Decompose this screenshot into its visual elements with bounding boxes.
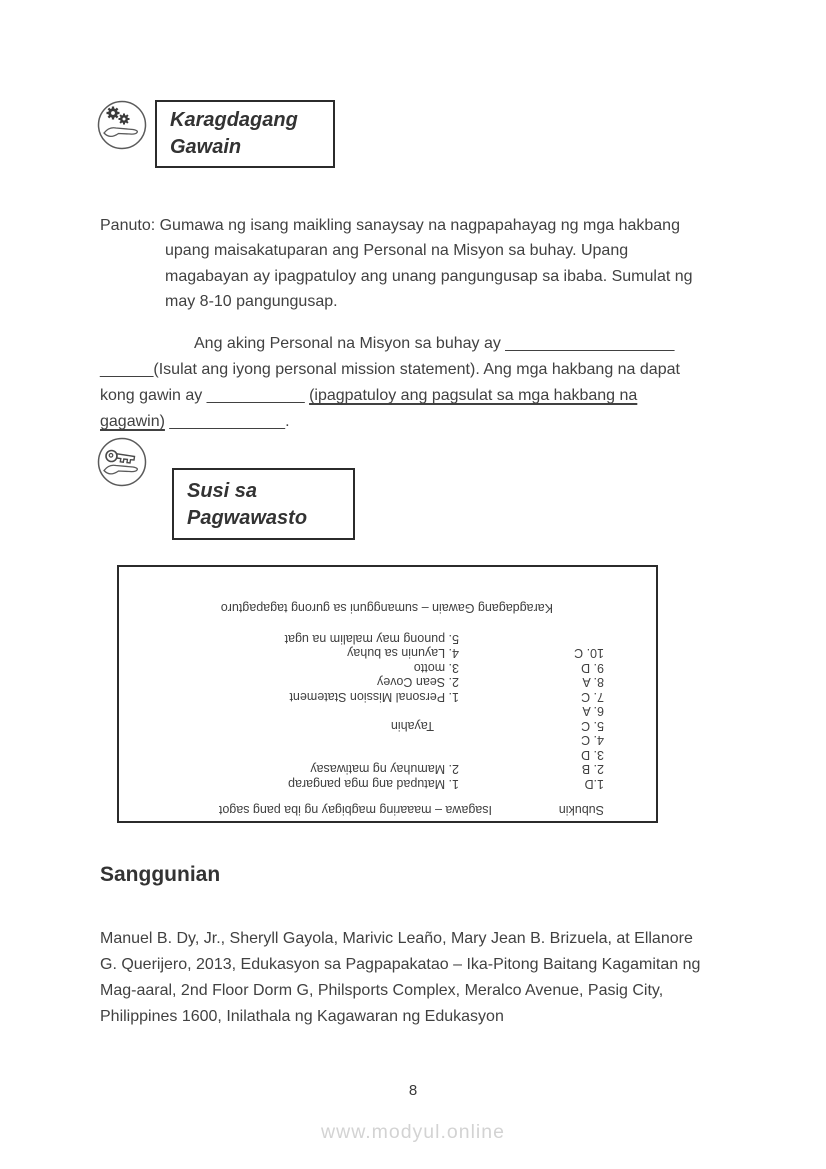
subukin-header: Subukin — [558, 803, 604, 817]
susi-sa-pagwawasto-title-box — [172, 468, 355, 540]
essay-line: Ang aking Personal na Misyon sa buhay ay ___________________ — [194, 335, 675, 352]
reference-line: Philippines 1600, Inilathala ng Kagawaran ng Edukasyon — [100, 1008, 504, 1025]
hand-key-icon — [97, 437, 147, 487]
watermark: www.modyul.online — [321, 1121, 505, 1143]
reference-line: Manuel B. Dy, Jr., Sheryll Gayola, Marivic Leaño, Mary Jean B. Brizuela, at Ellanore — [100, 930, 693, 947]
blank-line: _____________ — [164, 413, 286, 430]
reference-paragraph — [100, 926, 780, 1030]
reference-line: G. Querijero, 2013, Edukasyon sa Pagpapakatao – Ika-Pitong Baitang Kagamitan ng — [100, 956, 701, 973]
hand-gears-icon — [97, 100, 147, 150]
answer-row: 2. B 2. Mamuhay ng matiwasay — [310, 762, 604, 777]
panuto-label: Panuto: — [100, 217, 160, 234]
tayahin-subheader: Tayahin — [390, 718, 434, 733]
panuto-line: Panuto: Gumawa ng isang maikling sanaysay na nagpapahayag ng mga hakbang — [100, 217, 680, 234]
panuto-line: magabayan ay ipagpatuloy ang unang pangungusap sa ibaba. Sumulat ng — [165, 267, 693, 285]
panuto-line: upang maisakatuparan ang Personal na Misyon sa buhay. Upang — [165, 242, 629, 260]
panuto-line: may 8-10 pangungusap. — [165, 293, 338, 311]
answer-row: 10. C 4. Layunin sa buhay — [347, 646, 604, 661]
answer-row: 3. D — [581, 747, 604, 762]
answer-row: 5. punong may malalim na ugat — [284, 631, 459, 646]
answer-row: 4. C — [581, 733, 604, 748]
karagdagang-gawain-title: Karagdagang Gawain — [170, 109, 298, 158]
panuto-paragraph — [100, 213, 780, 315]
answer-key-box — [117, 565, 658, 823]
answer-key-rotated-content — [119, 567, 656, 821]
answer-key-rows — [119, 631, 656, 791]
blank-line: ___________ — [206, 387, 310, 404]
page-number: 8 — [408, 1082, 418, 1099]
essay-paragraph — [100, 331, 780, 435]
essay-line: kong gawin ay ___________ (ipagpatuloy ang pagsulat sa mga hakbang na — [100, 387, 638, 404]
answer-row: 7. C 1. Personal Mission Statement — [289, 689, 604, 704]
blank-line: ______ — [100, 361, 154, 378]
answer-key-header-row — [119, 802, 656, 817]
answer-row: 8. A 2. Sean Covey — [377, 675, 604, 690]
essay-line: ______(Isulat ang iyong personal mission statement). Ang mga hakbang na dapat — [100, 361, 680, 378]
karagdagang-gawain-title-box — [155, 100, 335, 168]
answer-row: 5. C Tayahin — [390, 718, 604, 733]
blank-line: ___________________ — [505, 335, 675, 352]
susi-sa-pagwawasto-title: Susi sa Pagwawasto — [187, 480, 308, 529]
reference-line: Mag-aaral, 2nd Floor Dorm G, Philsports Complex, Meralco Avenue, Pasig City, — [100, 982, 664, 999]
answer-key-footer-note: Karagdagang Gawain – sumangguni sa gurong tagapagturo — [220, 600, 553, 615]
essay-line: gagawin) _____________. — [100, 413, 290, 430]
answer-row: 6. A — [582, 704, 604, 719]
answer-row: 9. D 3. motto — [413, 660, 604, 675]
sanggunian-heading: Sanggunian — [100, 863, 221, 886]
isagawa-header: Isagawa – maaaring magbigay ng iba pang sagot — [218, 803, 492, 817]
answer-row: 1.D 1. Matupad ang mga pangarap — [288, 777, 604, 791]
